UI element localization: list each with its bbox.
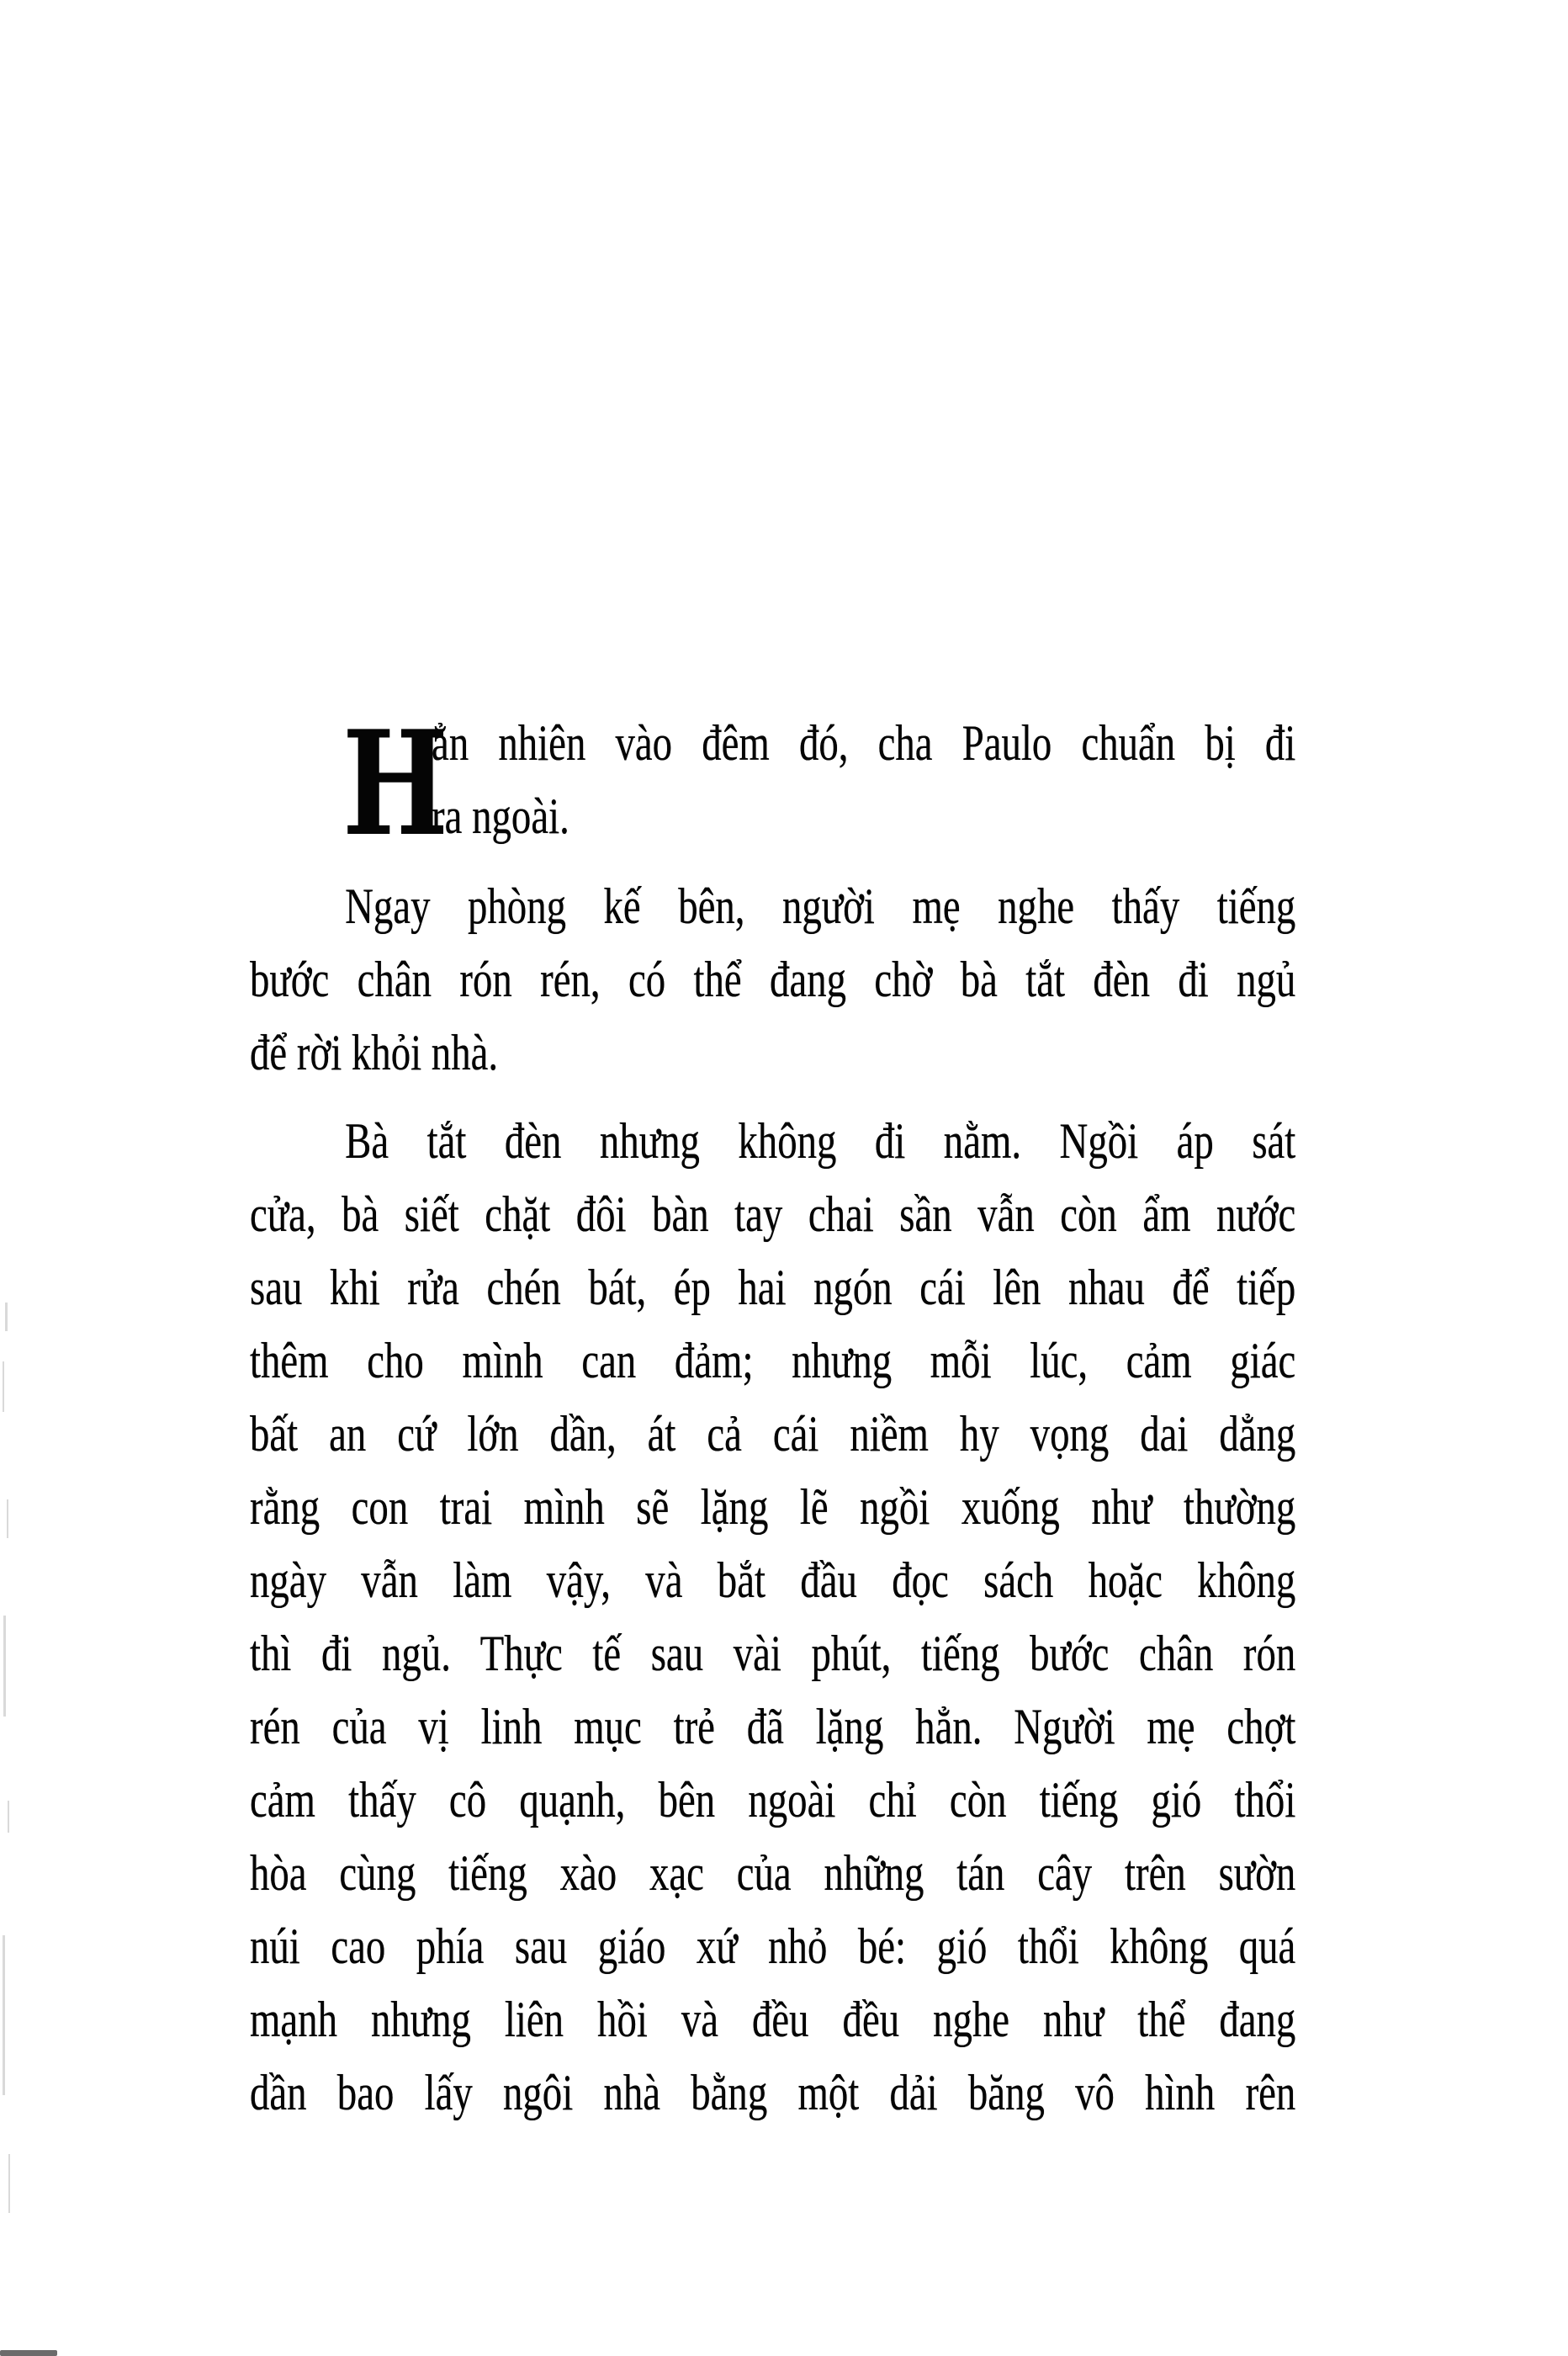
- text-line: Bà tắt đèn nhưng không đi nằm. Ngồi áp sát: [345, 1113, 1296, 1169]
- text-line: Ngay phòng kế bên, người mẹ nghe thấy tiếng: [345, 878, 1296, 934]
- text-line: dần bao lấy ngôi nhà bằng một dải băng vô hình rên: [250, 2065, 1296, 2120]
- text-line: mạnh nhưng liên hồi và đều đều nghe như thể đang: [250, 1992, 1296, 2047]
- paragraph-third: [250, 1105, 1295, 2130]
- scan-artifact: [3, 1935, 5, 2095]
- text-line: ngày vẫn làm vậy, và bắt đầu đọc sách hoặc không: [250, 1552, 1296, 1608]
- scan-artifact: [3, 1361, 4, 1412]
- drop-cap-letter: H: [342, 699, 449, 868]
- text-line: núi cao phía sau giáo xứ nhỏ bé: gió thổi không quá: [250, 1918, 1296, 1974]
- text-line: thì đi ngủ. Thực tế sau vài phút, tiếng bước chân rón: [250, 1626, 1296, 1681]
- scan-artifact: [8, 2154, 10, 2213]
- text-line: ẳn nhiên vào đêm đó, cha Paulo chuẩn bị đi: [432, 715, 1296, 771]
- text-line: ra ngoài.: [432, 788, 569, 844]
- text-line: bất an cứ lớn dần, át cả cái niềm hy vọng dai dẳng: [250, 1406, 1296, 1462]
- text-line: rén của vị linh mục trẻ đã lặng hẳn. Người mẹ chợt: [250, 1699, 1296, 1754]
- text-line: thêm cho mình can đảm; nhưng mỗi lúc, cảm giác: [250, 1333, 1296, 1388]
- text-line: bước chân rón rén, có thể đang chờ bà tắt đèn đi ngủ: [250, 952, 1296, 1007]
- paragraph-opening: [250, 699, 1296, 868]
- text-line: rằng con trai mình sẽ lặng lẽ ngồi xuống như thường: [250, 1479, 1296, 1535]
- text-line: cảm thấy cô quạnh, bên ngoài chỉ còn tiếng gió thổi: [250, 1772, 1296, 1828]
- scan-corner-smudge: [0, 2350, 57, 2356]
- text-line: sau khi rửa chén bát, ép hai ngón cái lên nhau để tiếp: [250, 1260, 1296, 1315]
- scan-artifact: [7, 1499, 8, 1538]
- text-line: hòa cùng tiếng xào xạc của những tán cây trên sườn: [250, 1845, 1296, 1901]
- text-line: để rời khỏi nhà.: [250, 1025, 499, 1080]
- scan-artifact: [8, 1801, 9, 1833]
- scan-artifact: [5, 1303, 8, 1331]
- scan-artifact: [3, 1616, 6, 1717]
- paragraph-second: [250, 870, 1295, 1090]
- text-line: cửa, bà siết chặt đôi bàn tay chai sần vẫn còn ẩm nước: [250, 1186, 1296, 1242]
- text-block: [250, 699, 1568, 2130]
